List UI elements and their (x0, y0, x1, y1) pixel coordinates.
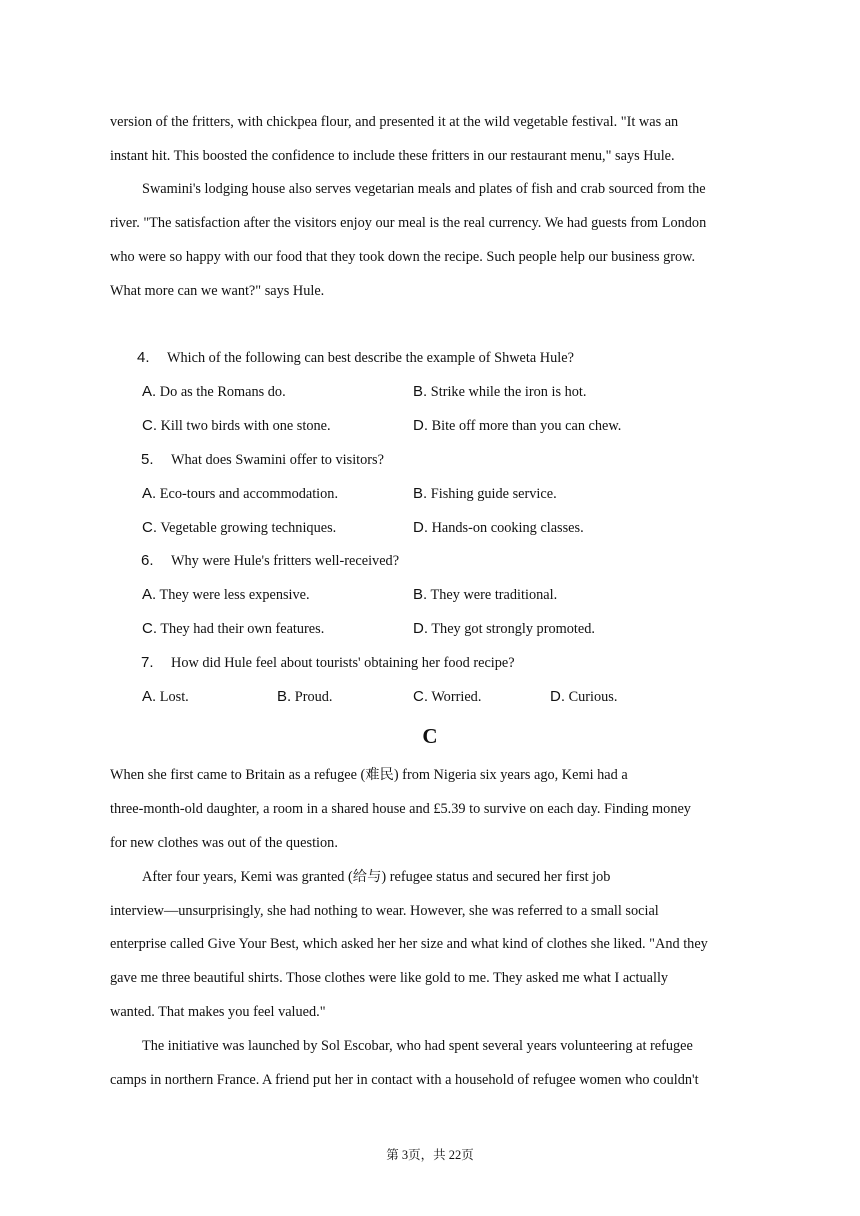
option-letter: D. (413, 417, 428, 434)
option-text: Bite off more than you can chew. (431, 418, 622, 434)
option-text: They had their own features. (160, 621, 325, 637)
option-letter: D. (413, 519, 428, 536)
paragraph-line: The initiative was launched by Sol Escobar, who had spent several years volunteering at refugee (142, 1038, 693, 1054)
option-text: Kill two birds with one stone. (160, 418, 331, 434)
option-text: Strike while the iron is hot. (430, 384, 587, 400)
option-text: They were traditional. (430, 587, 558, 603)
option-text: They were less expensive. (159, 587, 310, 603)
option-letter: A. (142, 688, 157, 705)
option-4d (413, 416, 621, 436)
option-4b (413, 382, 586, 402)
question-number: 6. (141, 552, 154, 569)
option-text: Hands-on cooking classes. (431, 520, 584, 536)
option-5b (413, 484, 557, 504)
option-text: Worried. (431, 689, 482, 705)
option-letter: A. (142, 383, 157, 400)
option-letter: B. (277, 688, 292, 705)
option-text: Fishing guide service. (430, 486, 557, 502)
option-letter: C. (142, 620, 157, 637)
option-letter: B. (413, 586, 428, 603)
paragraph-line: version of the fritters, with chickpea flour, and presented it at the wild vegetable festival. "It was an (110, 114, 679, 130)
paragraph-line: three-month-old daughter, a room in a shared house and £5.39 to survive on each day. Finding money (110, 801, 691, 817)
option-5c (142, 518, 336, 538)
page-footer: 第 3页，共 22页 (386, 1148, 474, 1162)
option-7c (413, 687, 481, 707)
question-number: 7. (141, 654, 154, 671)
paragraph-line: After four years, Kemi was granted (给与) refugee status and secured her first job (142, 869, 611, 885)
question-text: Why were Hule's fritters well-received? (171, 553, 400, 569)
option-7b (277, 687, 333, 707)
option-6b (413, 585, 557, 605)
paragraph-line: river. "The satisfaction after the visitors enjoy our meal is the real currency. We had guests from London (110, 215, 707, 231)
option-text: Vegetable growing techniques. (160, 520, 337, 536)
question-text: How did Hule feel about tourists' obtaining her food recipe? (171, 655, 515, 671)
option-letter: D. (413, 620, 428, 637)
option-letter: B. (413, 383, 428, 400)
option-text: Proud. (294, 689, 333, 705)
paragraph-line: Swamini's lodging house also serves vegetarian meals and plates of fish and crab sourced from the (142, 181, 706, 197)
question-6 (141, 551, 399, 571)
question-7 (141, 653, 515, 673)
option-letter: C. (413, 688, 428, 705)
paragraph-line: wanted. That makes you feel valued." (110, 1004, 326, 1020)
paragraph-line: camps in northern France. A friend put her in contact with a household of refugee women who couldn't (110, 1072, 699, 1088)
option-letter: A. (142, 485, 157, 502)
question-text: Which of the following can best describe the example of Shweta Hule? (167, 350, 574, 366)
option-letter: B. (413, 485, 428, 502)
section-c-title: C (422, 724, 438, 748)
option-text: They got strongly promoted. (431, 621, 595, 637)
option-4c (142, 416, 331, 436)
paragraph-line: gave me three beautiful shirts. Those clothes were like gold to me. They asked me what I actually (110, 970, 669, 986)
option-text: Curious. (568, 689, 618, 705)
paragraph-line: When she first came to Britain as a refugee (难民) from Nigeria six years ago, Kemi had a (110, 767, 628, 783)
paragraph-line: for new clothes was out of the question. (110, 835, 338, 851)
paragraph-line: What more can we want?" says Hule. (110, 283, 325, 299)
option-6d (413, 619, 595, 639)
option-text: Do as the Romans do. (159, 384, 286, 400)
paragraph-line: enterprise called Give Your Best, which asked her her size and what kind of clothes she liked. "And they (110, 936, 708, 952)
option-letter: D. (550, 688, 565, 705)
option-7a (142, 687, 189, 707)
option-letter: C. (142, 519, 157, 536)
paragraph-line: instant hit. This boosted the confidence to include these fritters in our restaurant menu," says Hule. (110, 148, 675, 164)
option-5a (142, 484, 338, 504)
paragraph-line: interview—unsurprisingly, she had nothing to wear. However, she was referred to a small social (110, 903, 659, 919)
option-6a (142, 585, 310, 605)
question-text: What does Swamini offer to visitors? (171, 452, 384, 468)
option-letter: C. (142, 417, 157, 434)
option-4a (142, 382, 286, 402)
option-5d (413, 518, 584, 538)
paragraph-line: who were so happy with our food that they took down the recipe. Such people help our business grow. (110, 249, 696, 265)
option-6c (142, 619, 324, 639)
option-letter: A. (142, 586, 157, 603)
option-text: Lost. (159, 689, 189, 705)
question-number: 5. (141, 451, 154, 468)
option-text: Eco-tours and accommodation. (159, 486, 339, 502)
option-7d (550, 687, 617, 707)
question-number: 4. (137, 349, 150, 366)
question-5 (141, 450, 384, 470)
question-4 (137, 348, 574, 368)
